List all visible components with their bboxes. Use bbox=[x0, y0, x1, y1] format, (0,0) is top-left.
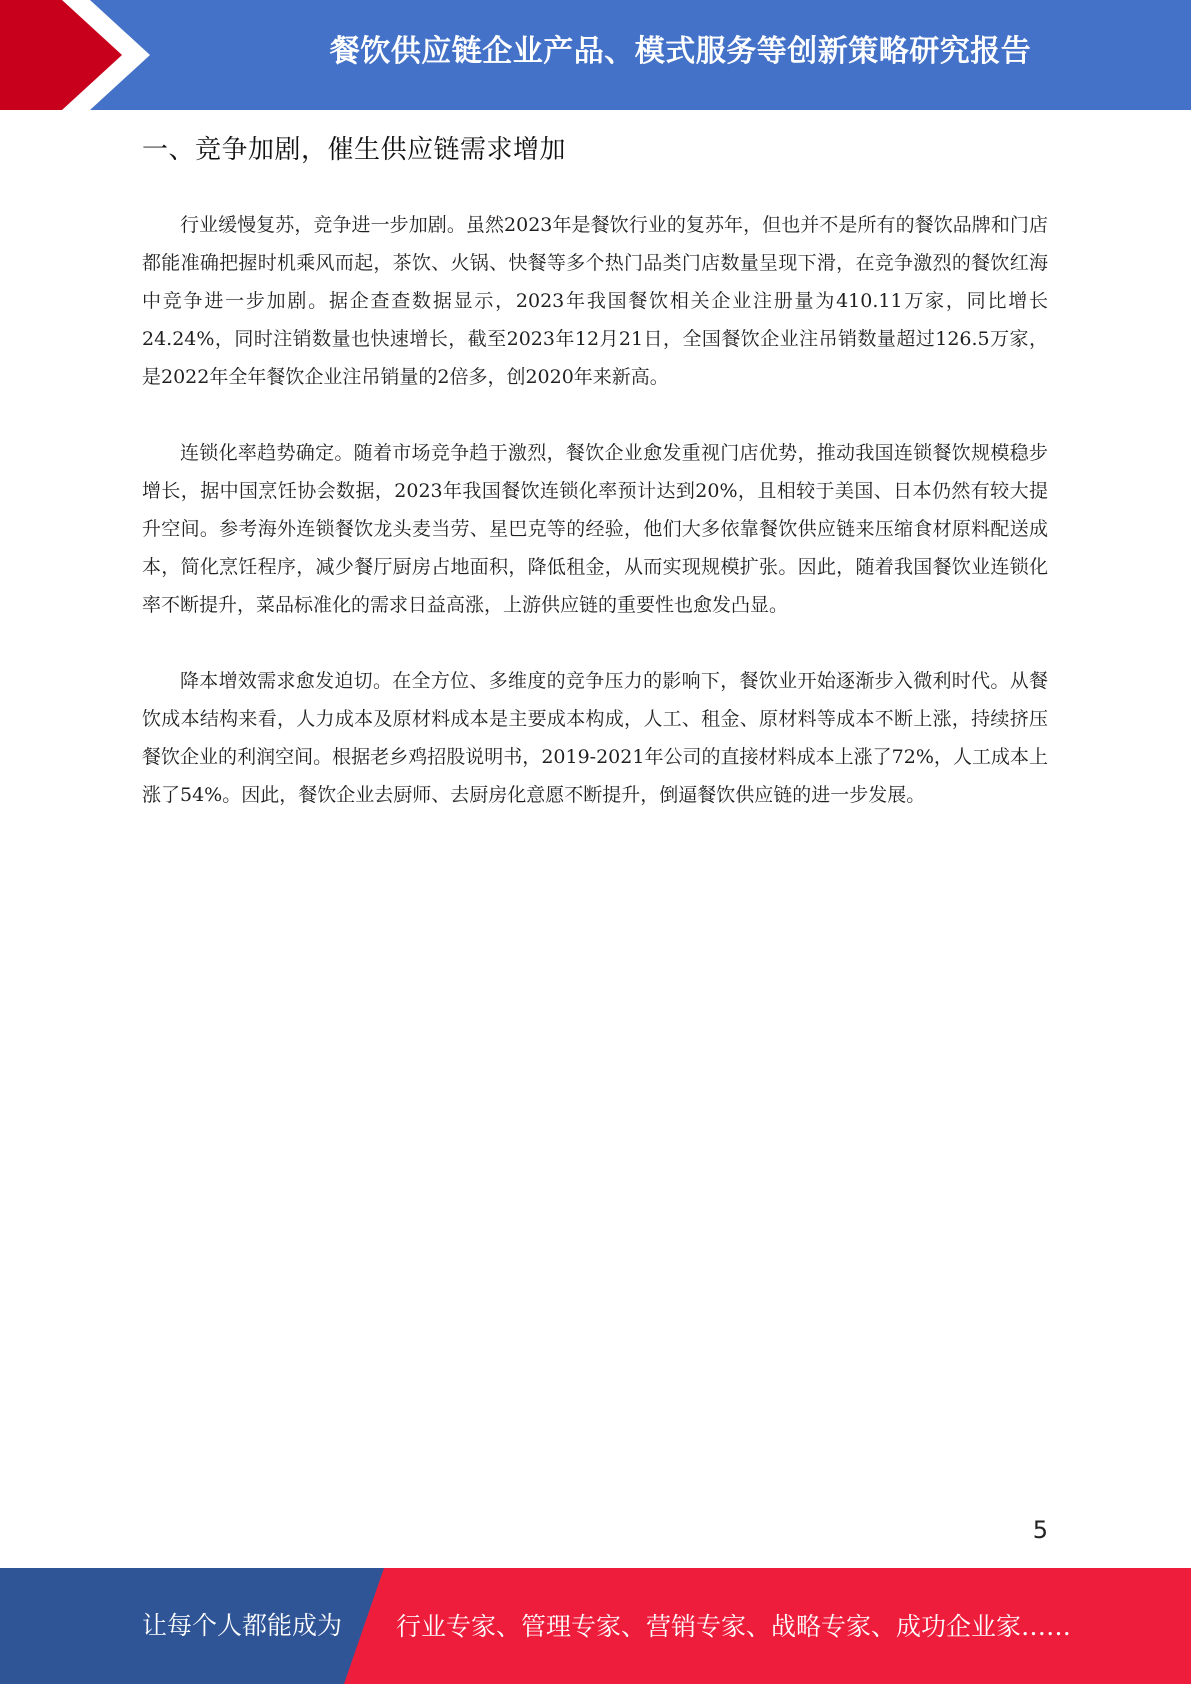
paragraph-cost-efficiency: 降本增效需求愈发迫切。在全方位、多维度的竞争压力的影响下，餐饮业开始逐渐步入微利时代。从餐饮成本结构来看，人力成本及原材料成本是主要成本构成，人工、租金、原材料等成本不断上涨，持续挤压餐饮企业的利润空间。根据老乡鸡招股说明书，2019-2021年公司的直接材料成本上涨了72%，人工成本上涨了54%。因此，餐饮企业去厨师、去厨房化意愿不断提升，倒逼餐饮供应链的进一步发展。 bbox=[142, 670, 1048, 806]
report-title: 餐饮供应链企业产品、模式服务等创新策略研究报告 bbox=[329, 34, 1032, 69]
section-heading: 一、竞争加剧，催生供应链需求增加 bbox=[142, 135, 567, 165]
header-chevron-arrow bbox=[0, 0, 150, 110]
paragraph-competition: 行业缓慢复苏，竞争进一步加剧。虽然2023年是餐饮行业的复苏年，但也并不是所有的餐饮品牌和门店都能准确把握时机乘风而起，茶饮、火锅、快餐等多个热门品类门店数量呈现下滑，在竞争激烈的餐饮红海中竞争进一步加剧。据企查查数据显示，2023年我国餐饮相关企业注册量为410.11万家，同比增长24.24%，同时注销数量也快速增长，截至2023年12月21日，全国餐饮企业注吊销数量超过126.5万家，是2022年全年餐饮企业注吊销量的2倍多，创2020年来新高。 bbox=[142, 214, 1048, 388]
page-number: 5 bbox=[1032, 1516, 1048, 1544]
report-body bbox=[142, 128, 1048, 814]
paragraph-chain-rate: 连锁化率趋势确定。随着市场竞争趋于激烈，餐饮企业愈发重视门店优势，推动我国连锁餐饮规模稳步增长，据中国烹饪协会数据，2023年我国餐饮连锁化率预计达到20%，且相较于美国、日本仍然有较大提升空间。参考海外连锁餐饮龙头麦当劳、星巴克等的经验，他们大多依靠餐饮供应链来压缩食材原料配送成本，简化烹饪程序，减少餐厅厨房占地面积，降低租金，从而实现规模扩张。因此，随着我国餐饮业连锁化率不断提升，菜品标准化的需求日益高涨，上游供应链的重要性也愈发凸显。 bbox=[142, 442, 1048, 616]
footer-slogan-right: 行业专家、管理专家、营销专家、战略专家、成功企业家…… bbox=[396, 1612, 1072, 1641]
footer-slogan-left: 让每个人都能成为 bbox=[142, 1611, 343, 1640]
report-footer-band bbox=[0, 1568, 1191, 1684]
report-header-band bbox=[0, 0, 1191, 110]
